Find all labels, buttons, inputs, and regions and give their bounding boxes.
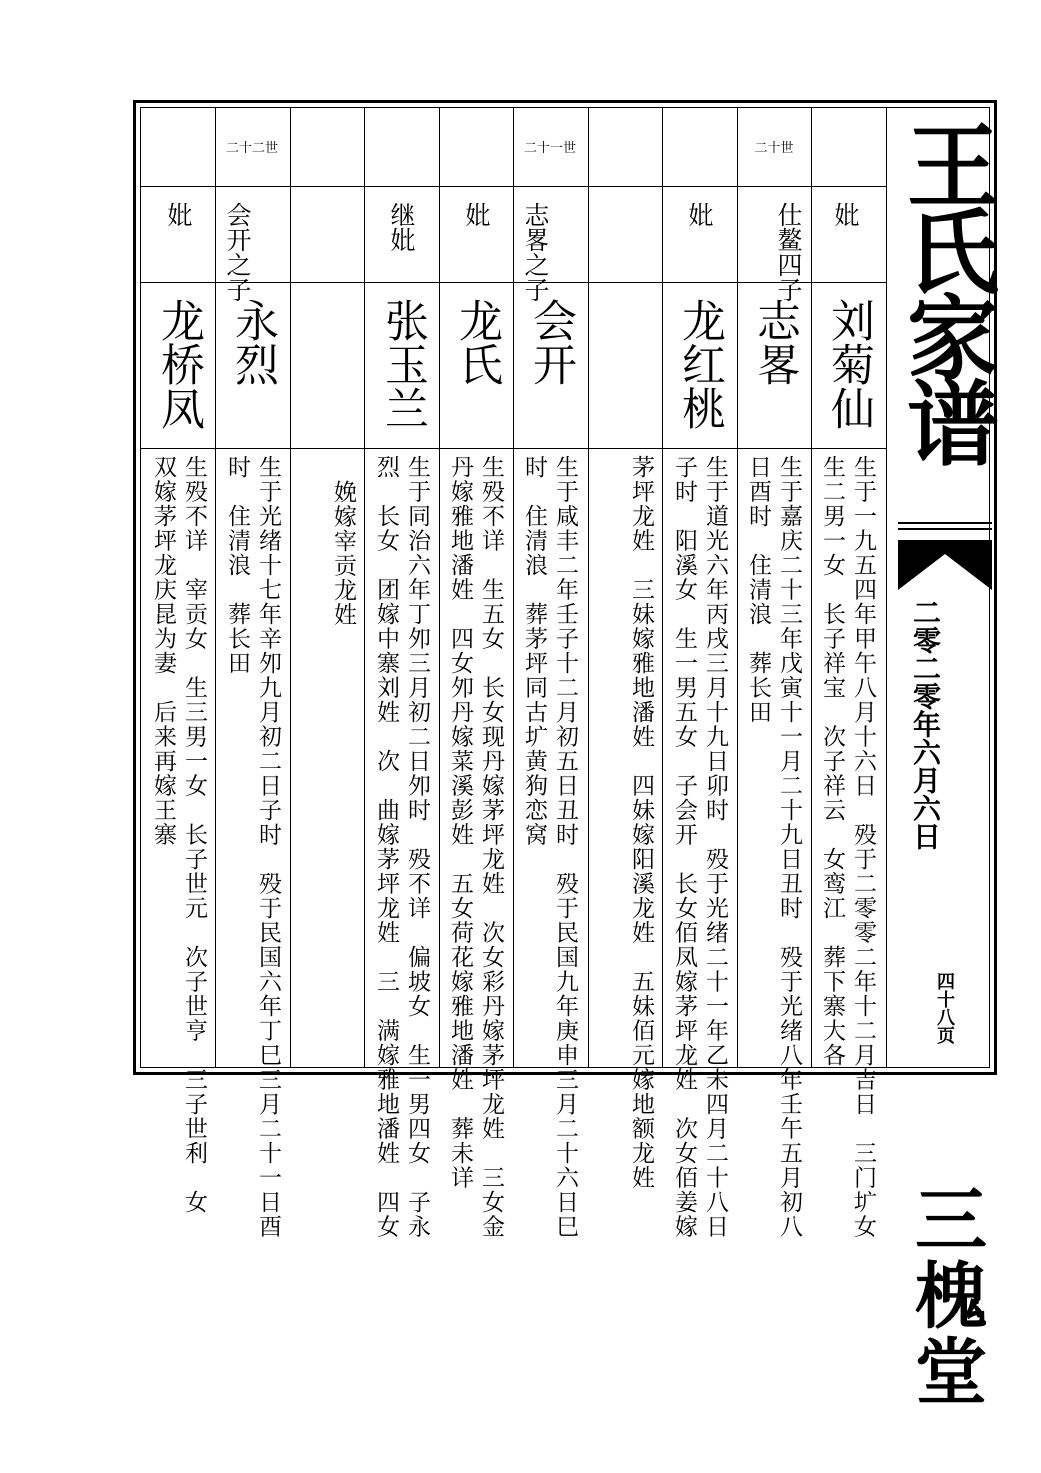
biography-line: 生于咸丰二年壬子十二月初五日丑时 殁于民国九年庚申三月二十六日巳 [552, 455, 578, 1239]
column-divider [662, 107, 663, 1068]
biography-line: 烈 长女 团嫁中寨刘姓 次 曲嫁茅坪龙姓 三 满嫁雅地潘姓 四女 [373, 455, 399, 1239]
biography-line: 生于道光六年丙戌三月十九日卯时 殁于光绪二十一年乙未四月二十八日 [702, 455, 728, 1239]
biography-line: 生于嘉庆二十三年戊寅十一月二十九日丑时 殁于光绪八年壬午五月初八 [776, 455, 802, 1239]
biography-line: 时 住清浪 葬长田 [224, 455, 250, 676]
relation-label: 志畧之子 [521, 202, 550, 302]
relation-label: 继妣 [387, 202, 416, 252]
relation-label: 妣 [462, 202, 491, 227]
person-name: 永烈 [227, 298, 278, 386]
biography-line: 茅坪龙姓 三妹嫁雅地潘姓 四妹嫁阳溪龙姓 五妹佰元嫁地额龙姓 [628, 455, 654, 1190]
column-divider [588, 107, 589, 1068]
relation-label: 妣 [685, 202, 714, 227]
row-divider [140, 186, 887, 187]
person-name: 龙桥凤 [153, 298, 204, 430]
relation-label: 妣 [831, 202, 860, 227]
biography-line: 子时 阳溪女 生一男五女 子会开 长女佰凤嫁茅坪龙姓 次女佰姜嫁 [671, 455, 697, 1239]
biography-line: 生殁不详 宰贡女 生三男一女 长子世元 次子世亨 三子世利 女 [181, 455, 207, 1215]
person-name: 龙红桃 [674, 298, 725, 430]
column-divider [439, 107, 440, 1068]
column-divider [215, 107, 216, 1068]
column-divider [737, 107, 738, 1068]
relation-label: 仕鳌四子 [774, 202, 803, 302]
hall-name: 三槐堂 [903, 1182, 988, 1410]
title-rule [898, 522, 992, 530]
person-name: 志畧 [749, 298, 800, 386]
column-divider [513, 107, 514, 1068]
biography-line: 生于同治六年丁夘三月初二日夘时 殁不详 偏坡女 生一男四女 子永 [404, 455, 430, 1239]
person-name: 会开 [525, 298, 576, 386]
biography-line: 生二男一女 长子祥宝 次子祥云 女鸾江 葬下寨大各 [819, 455, 845, 1068]
page-number: 四十八页 [934, 972, 955, 1044]
column-divider [364, 107, 365, 1068]
generation-label: 二十二世 [225, 141, 278, 156]
fishtail-ornament-icon [898, 540, 992, 590]
row-divider [140, 448, 887, 449]
generation-label: 二十世 [754, 141, 794, 156]
relation-label: 会开之子 [223, 202, 252, 302]
biography-line: 双嫁茅坪龙庆昆为妻 后来再嫁王寨 [150, 455, 176, 847]
genealogy-title: 王氏家谱 [892, 118, 1000, 462]
person-name: 张玉兰 [377, 298, 428, 430]
person-name: 刘菊仙 [823, 298, 874, 430]
biography-line: 日酉时 住清浪 葬长田 [745, 455, 771, 725]
column-divider [886, 107, 887, 1068]
biography-line: 娩嫁宰贡龙姓 [330, 480, 356, 627]
biography-line: 生于一九五四年甲午八月十六日 殁于二零零二年十二月吉日 三门圹女 [850, 455, 876, 1239]
biography-line: 生于光绪十七年辛夘九月初二日子时 殁于民国六年丁巳三月二十一日酉 [255, 455, 281, 1239]
relation-label: 妣 [164, 202, 193, 227]
column-divider [290, 107, 291, 1068]
compile-date: 二零二零年六月六日 [909, 598, 942, 850]
biography-line: 时 住清浪 葬茅坪同古圹黄狗恋窝 [521, 455, 547, 847]
column-divider [811, 107, 812, 1068]
biography-line: 丹嫁雅地潘姓 四女夘丹嫁菜溪彭姓 五女荷花嫁雅地潘姓 葬未详 [447, 455, 473, 1190]
biography-line: 生殁不详 生五女 长女现丹嫁茅坪龙姓 次女彩丹嫁茅坪龙姓 三女金 [478, 455, 504, 1239]
generation-label: 二十一世 [523, 141, 576, 156]
person-name: 龙氏 [451, 298, 502, 386]
